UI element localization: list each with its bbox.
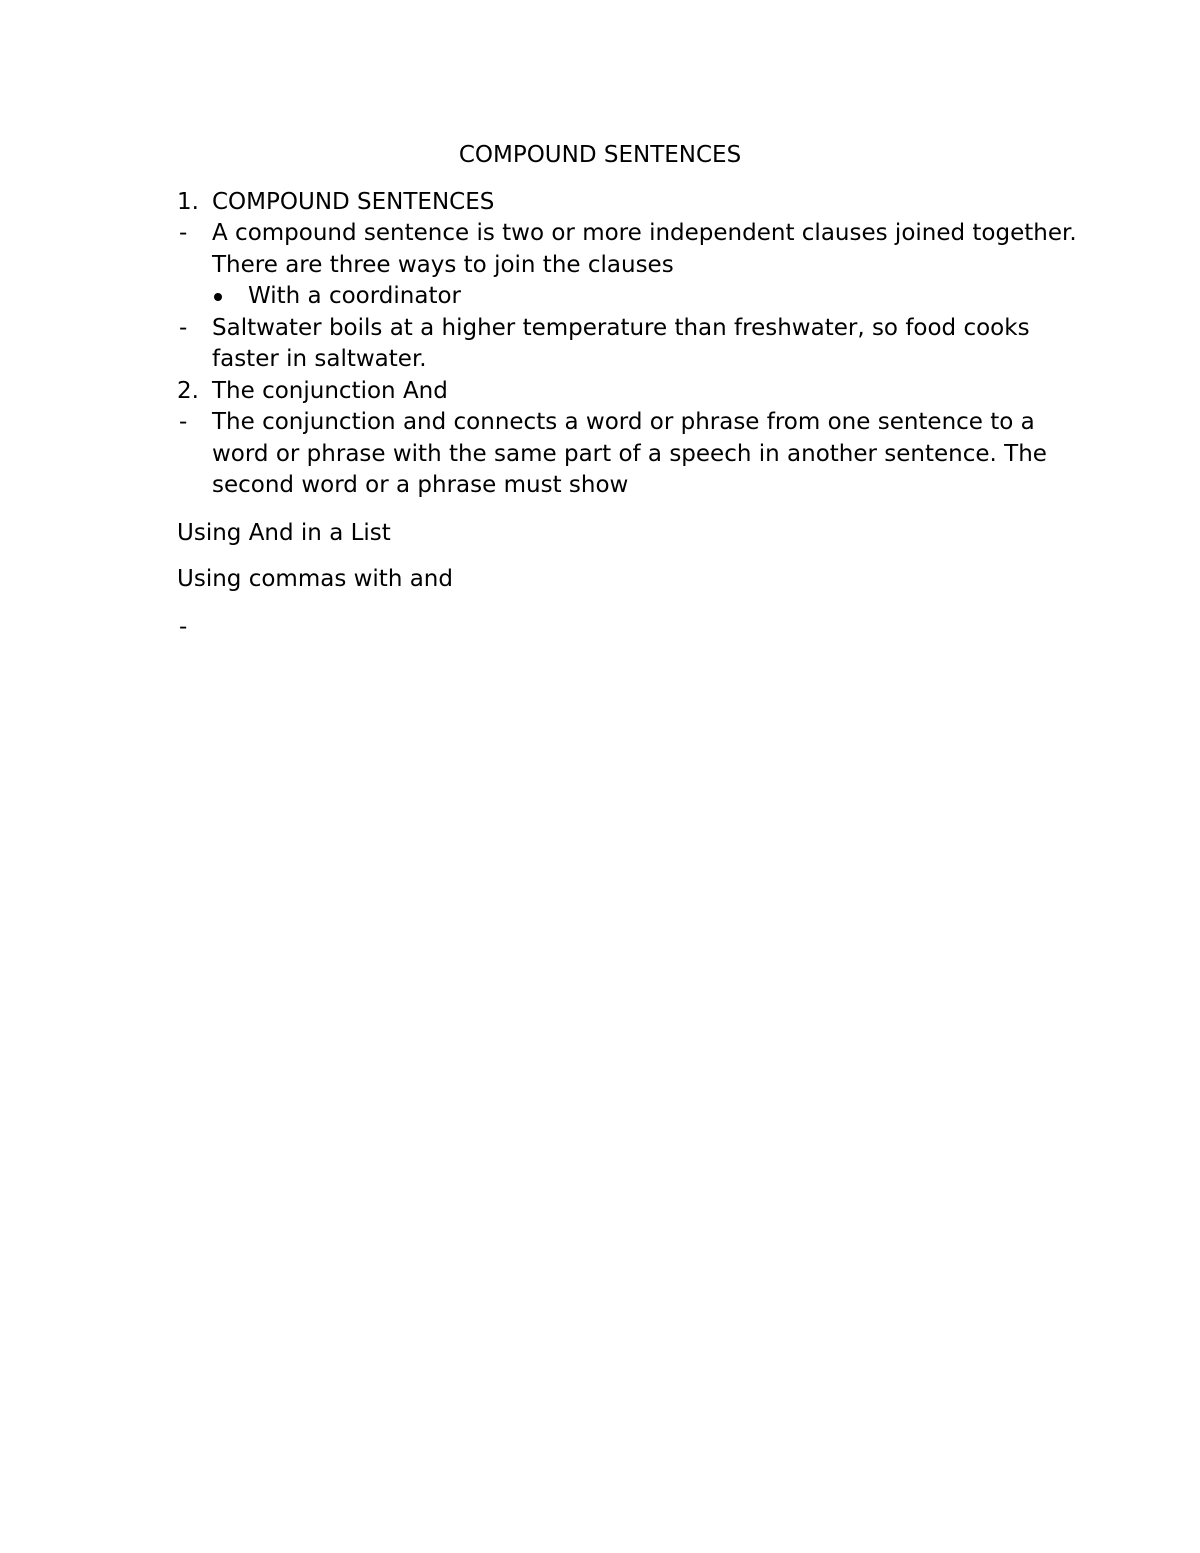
list-item-1 <box>177 187 1077 219</box>
dash-item-text: A compound sentence is two or more independent clauses joined together. There are three ways to join the clauses <box>212 220 1077 278</box>
dash-item-example <box>177 313 1077 376</box>
list-number: 2. <box>177 377 199 404</box>
document-body <box>177 140 1077 643</box>
bullet-marker <box>212 281 248 313</box>
dash-item-conjunction <box>177 407 1077 502</box>
dash-marker: - <box>179 409 188 435</box>
paragraph-using-commas: Using commas with and <box>177 566 453 592</box>
dash-marker: - <box>179 220 188 246</box>
document-title: COMPOUND SENTENCES <box>458 142 742 168</box>
dash-marker: - <box>179 314 188 341</box>
list-number: 1. <box>177 188 199 215</box>
list-item-text: COMPOUND SENTENCES <box>212 188 495 215</box>
paragraph-using-and-list: Using And in a List <box>177 519 391 546</box>
dash-item-definition <box>177 218 1077 281</box>
dash-item-text: Saltwater boils at a higher temperature than freshwater, so food cooks faster in saltwater. <box>212 314 1030 372</box>
bullet-item-text: With a coordinator <box>248 283 461 309</box>
list-item-text: The conjunction And <box>212 377 448 404</box>
bullet-item-coordinator <box>177 281 1077 313</box>
bullet-dot-icon <box>214 293 222 301</box>
trailing-dash-marker: - <box>179 613 188 640</box>
dash-item-text: The conjunction and connects a word or phrase from one sentence to a word or phrase with the same part of a speech in another sentence. The second word or a phrase must show <box>212 409 1047 498</box>
list-item-2 <box>177 376 1077 408</box>
